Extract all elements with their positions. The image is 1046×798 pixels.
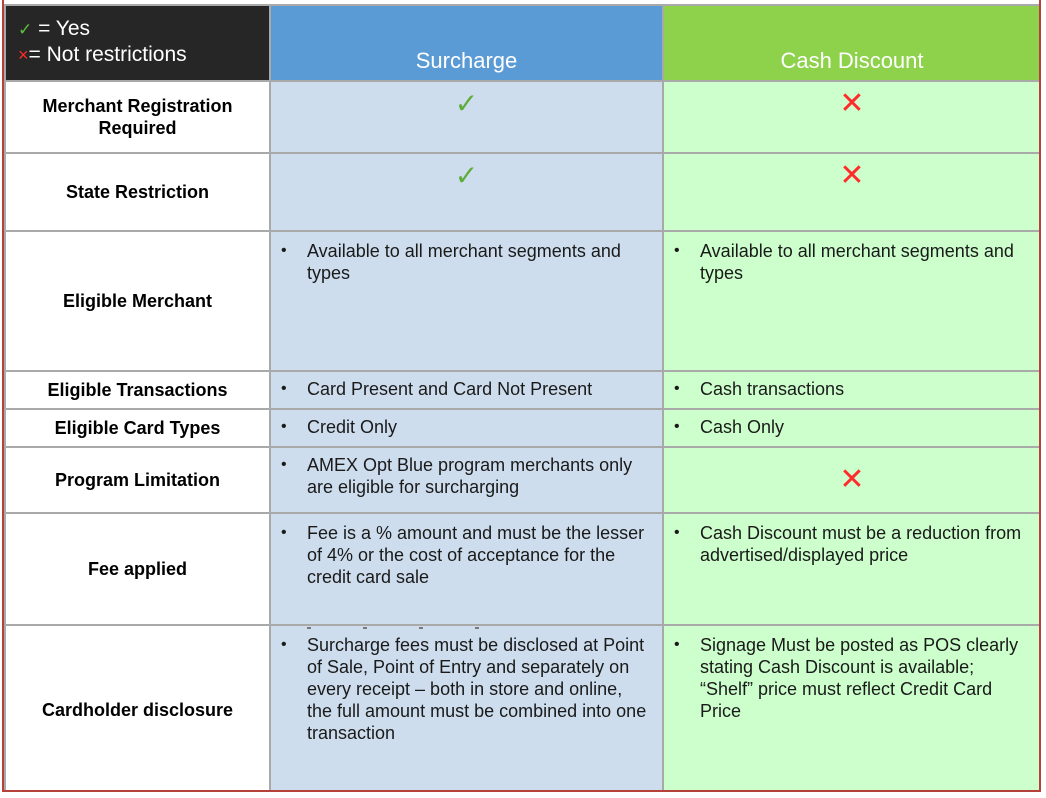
column-header-surcharge: Surcharge xyxy=(270,5,663,81)
cross-icon: ✕ xyxy=(839,463,865,496)
row-label: State Restriction xyxy=(5,153,270,231)
comparison-table xyxy=(4,4,1041,792)
cross-icon: ✕ xyxy=(839,159,865,192)
clipped-text-remnant xyxy=(307,616,567,622)
list-item: • Cash Only xyxy=(700,416,1030,438)
legend-yes xyxy=(18,16,269,42)
table-row xyxy=(5,625,1041,792)
cross-icon: × xyxy=(18,45,29,65)
list-item: • AMEX Opt Blue program merchants only are eligible for surcharging xyxy=(307,454,652,498)
list-item: • Cash Discount must be a reduction from advertised/displayed price xyxy=(700,522,1030,566)
list-item: • Card Present and Card Not Present xyxy=(307,378,652,400)
check-icon: ✓ xyxy=(454,160,479,191)
row-label: Fee applied xyxy=(5,513,270,625)
table-row xyxy=(5,409,1041,447)
table-row xyxy=(5,81,1041,153)
row-label: Merchant Registration Required xyxy=(5,81,270,153)
row-label: Program Limitation xyxy=(5,447,270,513)
column-header-cash-discount: Cash Discount xyxy=(663,5,1041,81)
legend-yes-label: = Yes xyxy=(32,17,91,40)
list-item: • Available to all merchant segments and types xyxy=(307,240,652,284)
list-item: • Credit Only xyxy=(307,416,652,438)
list-item: • Cash transactions xyxy=(700,378,1030,400)
table-row xyxy=(5,513,1041,625)
comparison-slide xyxy=(2,0,1041,792)
check-icon: ✓ xyxy=(18,20,33,39)
row-label: Eligible Transactions xyxy=(5,371,270,409)
row-label: Cardholder disclosure xyxy=(5,625,270,792)
table-row xyxy=(5,447,1041,513)
list-item: • Fee is a % amount and must be the lesser of 4% or the cost of acceptance for the credit card sale xyxy=(307,522,652,588)
list-item: • Signage Must be posted as POS clearly stating Cash Discount is available; “Shelf” price must reflect Credit Card Price xyxy=(700,634,1030,722)
legend-no xyxy=(18,42,269,68)
table-row xyxy=(5,231,1041,371)
cross-icon: ✕ xyxy=(839,87,865,120)
row-label: Eligible Card Types xyxy=(5,409,270,447)
table-row xyxy=(5,153,1041,231)
legend-no-label: = Not restrictions xyxy=(28,43,187,66)
list-item: • Surcharge fees must be disclosed at Point of Sale, Point of Entry and separately on every receipt – both in store and online, the full amount must be combined into one transaction xyxy=(307,634,652,744)
row-label: Eligible Merchant xyxy=(5,231,270,371)
legend-cell xyxy=(5,5,270,81)
list-item: • Available to all merchant segments and types xyxy=(700,240,1030,284)
header-row xyxy=(5,5,1041,81)
table-row xyxy=(5,371,1041,409)
check-icon: ✓ xyxy=(454,88,479,119)
